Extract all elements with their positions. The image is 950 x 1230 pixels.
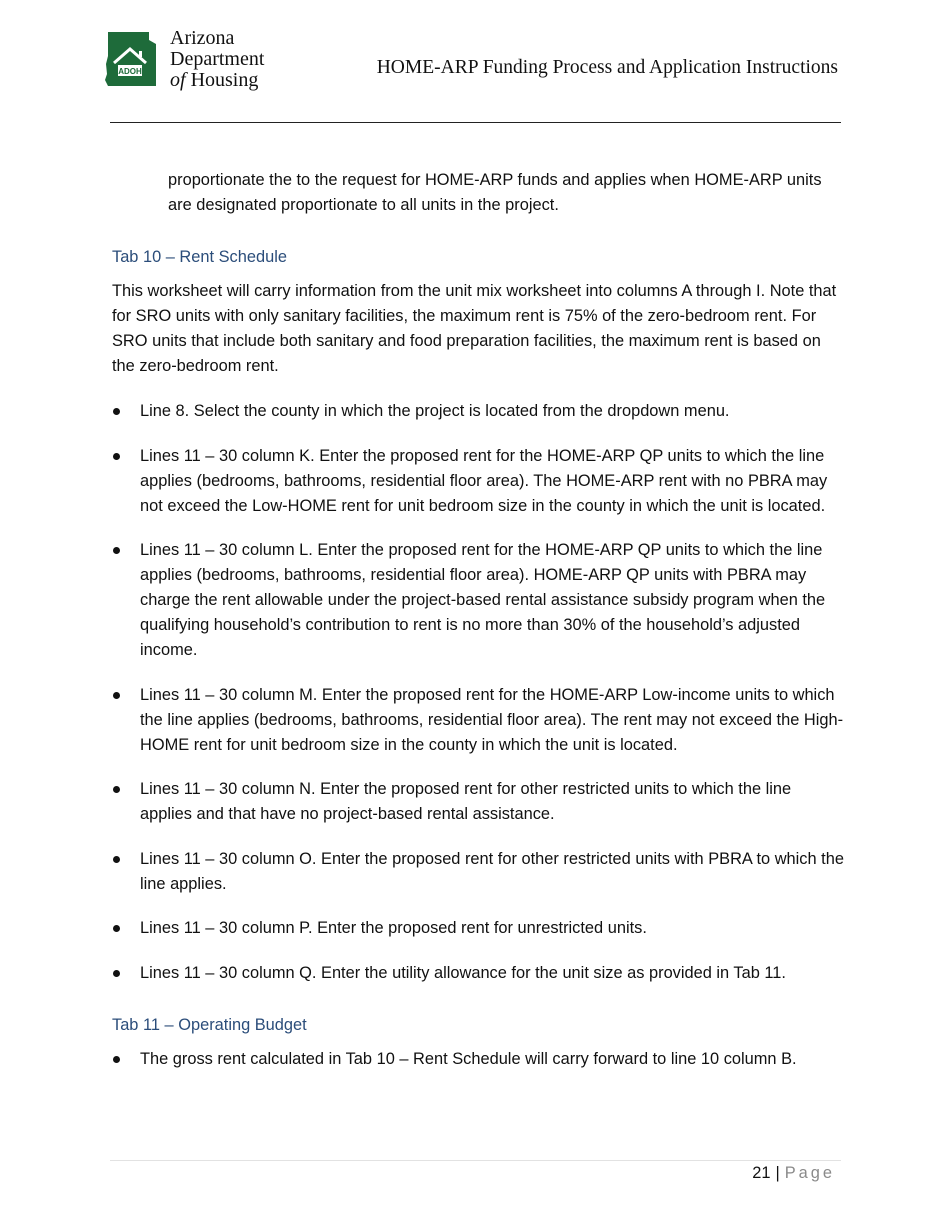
- logo-line-1: Arizona: [170, 27, 235, 49]
- list-item: [112, 399, 844, 424]
- logo-wordmark: [170, 28, 264, 91]
- list-item-text: Lines 11 – 30 column N. Enter the proposed rent for other restricted units to which the line applies and that have no project-based rental assistance.: [140, 780, 792, 823]
- bullet-icon: [113, 786, 120, 793]
- list-item: [112, 683, 844, 758]
- list-item: [112, 1047, 844, 1072]
- list-item: [112, 777, 844, 827]
- logo-line-3: [170, 70, 264, 91]
- list-item: [112, 916, 844, 941]
- list-item: [112, 538, 844, 663]
- tab11-bullet-list: [112, 1047, 844, 1072]
- bullet-icon: [113, 692, 120, 699]
- bullet-icon: [113, 453, 120, 460]
- list-item-text: Lines 11 – 30 column O. Enter the proposed rent for other restricted units with PBRA to which the line applies.: [140, 849, 844, 893]
- tab10-heading: Tab 10 – Rent Schedule: [112, 248, 287, 266]
- logo-of: of: [170, 69, 186, 91]
- list-item-text: Lines 11 – 30 column P. Enter the proposed rent for unrestricted units.: [140, 919, 647, 937]
- tab10-paragraph: This worksheet will carry information from the unit mix worksheet into columns A through I. Note that for SRO units with only sanitary facilities, the maximum rent is 75% of the zero-bedroom rent. For SRO units that include both sanitary and food preparation facilities, the maximum rent is based on the zero-bedroom rent.: [112, 282, 837, 375]
- tab11-heading: Tab 11 – Operating Budget: [112, 1015, 307, 1034]
- logo-badge-text: ADOH: [118, 67, 142, 76]
- footer-separator: |: [775, 1164, 780, 1182]
- list-item-text: Lines 11 – 30 column Q. Enter the utility allowance for the unit size as provided in Tab 11.: [140, 963, 786, 982]
- list-item-text: Lines 11 – 30 column M. Enter the proposed rent for the HOME-ARP Low-income units to which the line applies (bedrooms, bathrooms, residential floor area). The rent may not exceed the High-HOME rent for unit bedroom size in the county in which the unit is located.: [140, 685, 844, 754]
- bullet-icon: [113, 547, 120, 554]
- list-item-text: Lines 11 – 30 column L. Enter the proposed rent for the HOME-ARP QP units to which the line applies (bedrooms, bathrooms, residential floor area). HOME-ARP QP units with PBRA may charge the rent allowable under the project-based rental assistance subsidy program when the qualifying household’s contribution to rent is no more than 30% of the household’s adjusted income.: [140, 541, 826, 659]
- page-footer: [752, 1162, 835, 1184]
- bullet-icon: [113, 1056, 120, 1063]
- list-item: [112, 961, 844, 986]
- page-content: [112, 168, 844, 1091]
- bullet-icon: [113, 970, 120, 977]
- adoh-logo: [104, 28, 279, 94]
- bullet-icon: [113, 925, 120, 932]
- list-item: [112, 444, 844, 519]
- list-item-text: Lines 11 – 30 column K. Enter the proposed rent for the HOME-ARP QP units to which the line applies (bedrooms, bathrooms, residential floor area). The HOME-ARP rent with no PBRA may not exceed the Low-HOME rent for unit bedroom size in the county in which the unit is located.: [140, 446, 828, 515]
- header-divider: [110, 122, 841, 123]
- list-item-text: The gross rent calculated in Tab 10 – Rent Schedule will carry forward to line 10 column B.: [140, 1049, 797, 1068]
- document-header-title: HOME-ARP Funding Process and Application Instructions: [376, 57, 838, 78]
- bullet-icon: [113, 408, 120, 415]
- bullet-icon: [113, 856, 120, 863]
- list-item-text: Line 8. Select the county in which the project is located from the dropdown menu.: [140, 402, 730, 420]
- list-item: [112, 847, 844, 897]
- tab10-bullet-list: [112, 399, 844, 986]
- arizona-house-logo-icon: [104, 30, 161, 88]
- page-number: 21: [752, 1164, 771, 1182]
- intro-continuation: proportionate the to the request for HOME-ARP funds and applies when HOME-ARP units are designated proportionate to all units in the project.: [168, 171, 822, 214]
- page-label: Page: [784, 1164, 835, 1182]
- footer-divider: [110, 1160, 841, 1161]
- logo-housing: Housing: [190, 69, 259, 91]
- logo-line-2: Department: [170, 48, 265, 70]
